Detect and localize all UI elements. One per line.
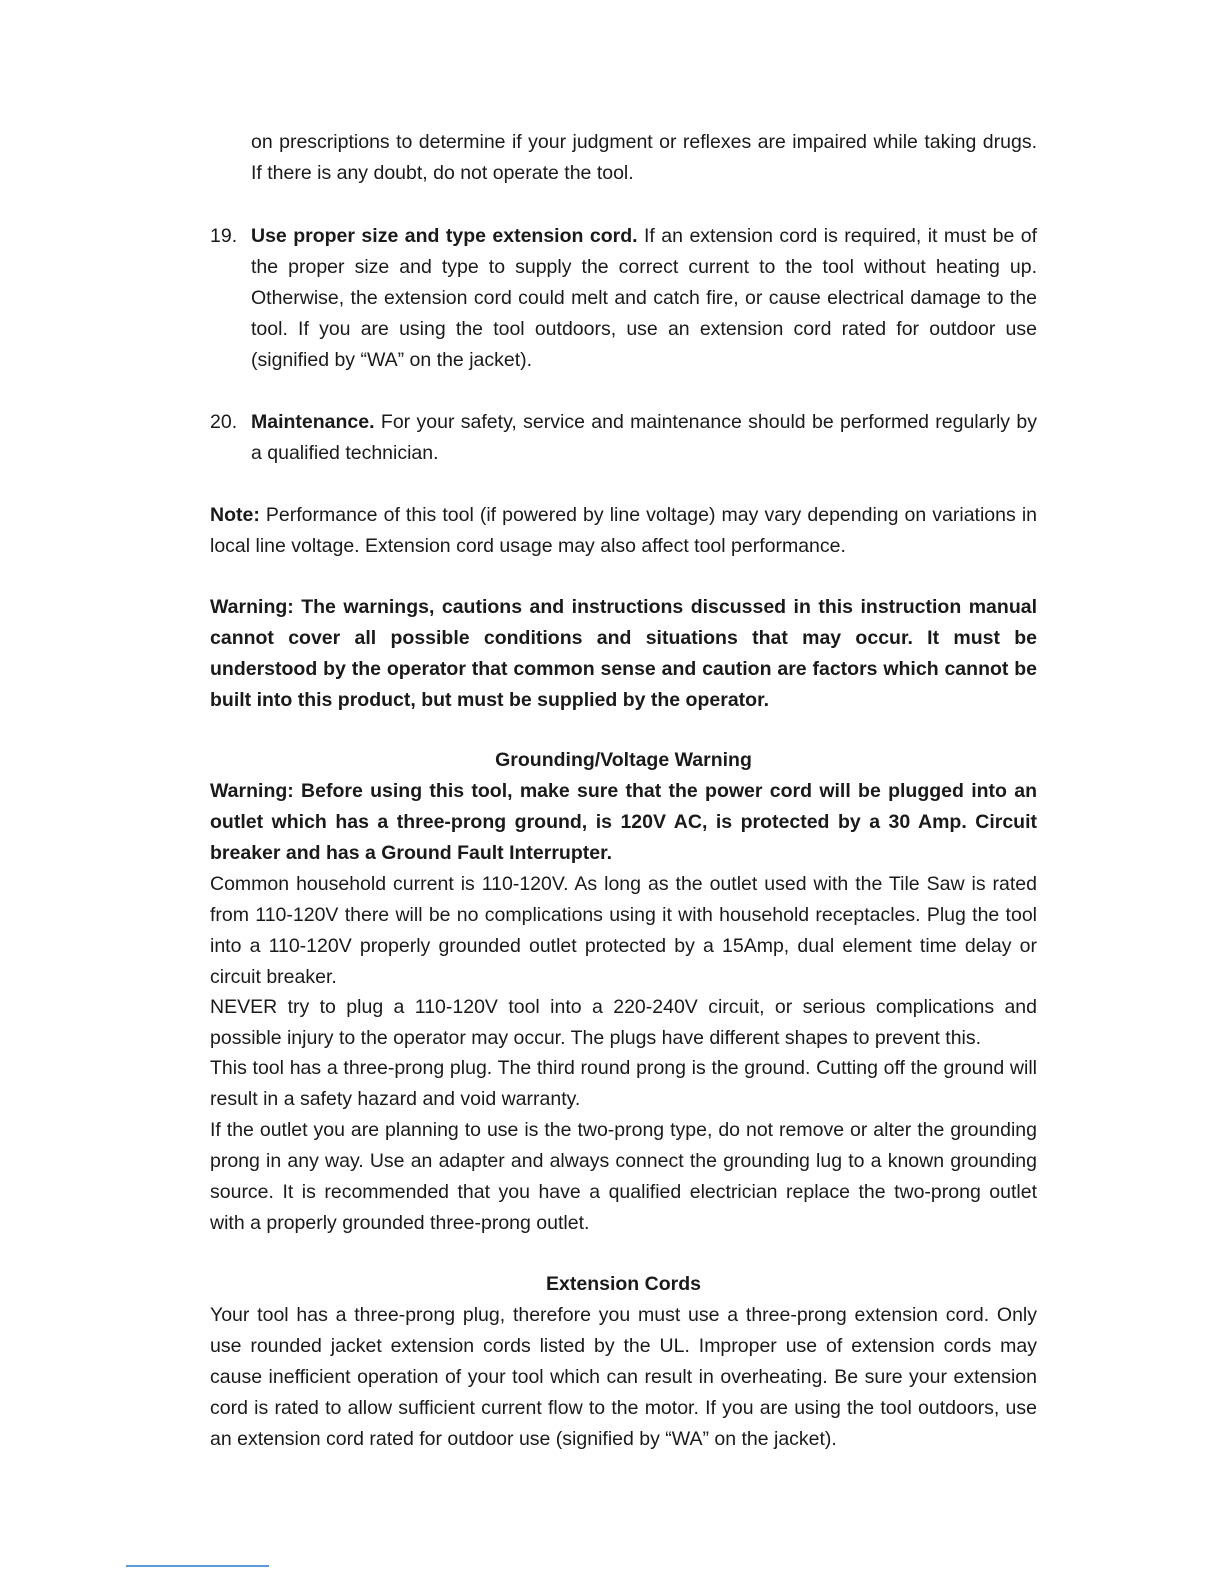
grounding-paragraph-1: Common household current is 110-120V. As long as the outlet used with the Tile Saw is rated from 110-120V there will be no complications using it with household receptacles. Plug the tool into a 110-120V properly grounded outlet protected by a 15Amp, dual element time delay or circuit breaker. — [210, 873, 1037, 988]
grounding-warning-label: Warning: — [210, 780, 294, 802]
footnote-divider — [126, 1565, 269, 1567]
grounding-paragraph-4: If the outlet you are planning to use is the two-prong type, do not remove or alter the grounding prong in any way. Use an adapter and always connect the grounding lug to a known grounding source. It is recommended that you have a qualified electrician replace the two-prong outlet with a properly grounded three-prong outlet. — [210, 1119, 1037, 1234]
item-20-number: 20. — [210, 411, 238, 433]
item-18-continuation — [251, 127, 1037, 189]
note-label: Note: — [210, 504, 260, 526]
item-20-title: Maintenance. — [251, 411, 375, 433]
extension-cords-heading: Extension Cords — [546, 1273, 701, 1295]
grounding-paragraph-3: This tool has a three-prong plug. The third round prong is the ground. Cutting off the ground will result in a safety hazard and void warranty. — [210, 1057, 1037, 1110]
item-20-body: For your safety, service and maintenance should be performed regularly by a qualified technician. — [251, 411, 1037, 464]
extension-cords-paragraph: Your tool has a three-prong plug, therefore you must use a three-prong extension cord. Only use rounded jacket extension cords listed by the UL. Improper use of extension cords may cause inefficient operation of your tool which can result in overheating. Be sure your extension cord is rated to allow sufficient current flow to the motor. If you are using the tool outdoors, use an extension cord rated for outdoor use (signified by “WA” on the jacket). — [210, 1304, 1037, 1450]
item-19-body: If an extension cord is required, it must be of the proper size and type to supply the correct current to the tool without heating up. Otherwise, the extension cord could melt and catch fire, or cause electrical damage to the tool. If you are using the tool outdoors, use an extension cord rated for outdoor use (signified by “WA” on the jacket). — [251, 225, 1037, 371]
item-19-number: 19. — [210, 225, 238, 247]
warning-label: Warning: — [210, 596, 294, 618]
warning-paragraph — [210, 592, 1037, 716]
grounding-warning-body: Before using this tool, make sure that the power cord will be plugged into an outlet which has a three-prong ground, is 120V AC, is protected by a 30 Amp. Circuit breaker and has a Ground Fault Interrupter. — [210, 780, 1037, 864]
item-19-paragraph — [251, 221, 1037, 376]
note-body: Performance of this tool (if powered by line voltage) may vary depending on variations in local line voltage. Extension cord usage may also affect tool performance. — [210, 504, 1037, 557]
item-18-text: on prescriptions to determine if your judgment or reflexes are impaired while taking drugs. If there is any doubt, do not operate the tool. — [251, 131, 1037, 184]
item-19-title: Use proper size and type extension cord. — [251, 225, 638, 247]
warning-body: The warnings, cautions and instructions discussed in this instruction manual cannot cover all possible conditions and situations that may occur. It must be understood by the operator that common sense and caution are factors which cannot be built into this product, but must be supplied by the operator. — [210, 596, 1037, 711]
grounding-warning-paragraph — [210, 776, 1037, 869]
grounding-heading: Grounding/Voltage Warning — [495, 749, 752, 771]
note-paragraph — [210, 500, 1037, 562]
grounding-paragraph-2: NEVER try to plug a 110-120V tool into a 220-240V circuit, or serious complications and possible injury to the operator may occur. The plugs have different shapes to prevent this. — [210, 996, 1037, 1049]
item-20-paragraph — [251, 407, 1037, 469]
